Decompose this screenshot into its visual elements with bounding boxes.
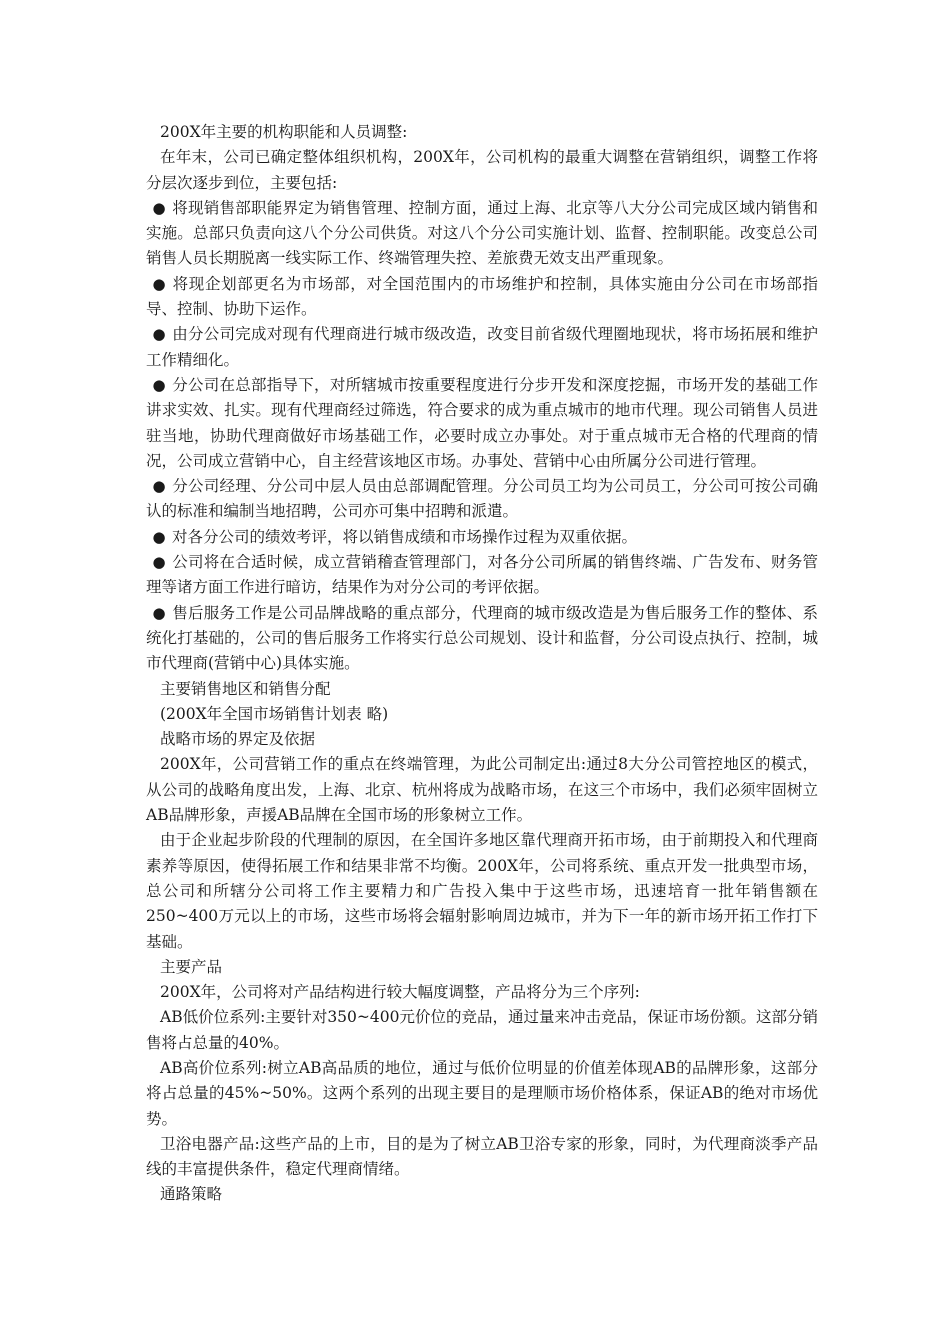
bullet-paragraph [146,525,818,550]
body-paragraph: (200X年全国市场销售计划表 略) [160,704,389,723]
bullet-text: 分公司在总部指导下，对所辖城市按重要程度进行分步开发和深度挖掘，市场开发的基础工作讲求实效、扎实。现有代理商经过筛选，符合要求的成为重点城市的地市代理。现公司销售人员进驻当地，协助代理商做好市场基础工作，必要时成立办事处。对于重点城市无合格的代理商的情况，公司成立营销中心，自主经营该地区市场。办事处、营销中心由所属分公司进行管理。 [146,375,818,470]
bullet-icon: ● [152,603,166,622]
bullet-text: 由分公司完成对现有代理商进行城市级改造，改变目前省级代理圈地现状，将市场拓展和维护工作精细化。 [146,325,818,369]
bullet-paragraph [146,601,818,677]
body-paragraph: 200X年，公司将对产品结构进行较大幅度调整，产品将分为三个序列: [160,983,640,1002]
bullet-icon: ● [152,553,166,572]
body-paragraph: 由于企业起步阶段的代理制的原因，在全国许多地区靠代理商开拓市场，由于前期投入和代理商素养等原因，使得拓展工作和结果非常不均衡。200X年，公司将系统、重点开发一批典型市场，总公司和所辖分公司将工作主要精力和广告投入集中于这些市场，迅速培育一批年销售额在250~400万元以上的市场，这些市场将会辐射影响周边城市，并为下一年的新市场开拓工作打下基础。 [146,831,818,951]
bullet-text: 售后服务工作是公司品牌战略的重点部分，代理商的城市级改造是为售后服务工作的整体、系统化打基础的，公司的售后服务工作将实行总公司规划、设计和监督，分公司设点执行、控制，城市代理商(营销中心)具体实施。 [146,603,818,673]
bullet-icon: ● [152,375,166,394]
bullet-text: 将现企划部更名为市场部，对全国范围内的市场维护和控制，具体实施由分公司在市场部指导、控制、协助下运作。 [146,274,818,319]
bullet-text: 公司将在合适时候，成立营销稽查管理部门，对各分公司所属的销售终端、广告发布、财务管理等诸方面工作进行暗访，结果作为对分公司的考评依据。 [146,553,818,597]
bullet-icon: ● [152,198,166,217]
bullet-icon: ● [152,477,166,496]
body-paragraph: 通路策略 [160,1185,223,1204]
document-page [146,120,818,1208]
body-paragraph: 200X年主要的机构职能和人员调整: [160,123,408,141]
body-paragraph: AB高价位系列:树立AB高品质的地位，通过与低价位明显的价值差体现AB的品牌形象，这部分将占总量的45%~50%。这两个系列的出现主要目的是理顺市场价格体系，保证AB的绝对市场优势。 [146,1058,818,1128]
bullet-text: 将现销售部职能界定为销售管理、控制方面，通过上海、北京等八大分公司完成区域内销售和实施。总部只负责向这八个分公司供货。对这八个分公司实施计划、监督、控制职能。改变总公司销售人员长期脱离一线实际工作、终端管理失控、差旅费无效支出严重现象。 [146,198,818,268]
bullet-text: 对各分公司的绩效考评，将以销售成绩和市场操作过程为双重依据。 [172,527,638,546]
bullet-icon: ● [152,527,166,546]
body-paragraph: 卫浴电器产品:这些产品的上市，目的是为了树立AB卫浴专家的形象，同时，为代理商淡季产品线的丰富提供条件，稳定代理商情绪。 [146,1134,818,1179]
body-paragraph: 战略市场的界定及依据 [160,730,316,749]
bullet-paragraph [146,373,818,474]
body-paragraph: AB低价位系列:主要针对350~400元价位的竞品，通过量来冲击竞品，保证市场份额。这部分销售将占总量的40%。 [146,1008,818,1052]
bullet-paragraph [146,474,818,525]
body-paragraph: 200X年，公司营销工作的重点在终端管理，为此公司制定出:通过8大分公司管控地区的模式，从公司的战略角度出发，上海、北京、杭州将成为战略市场，在这三个市场中，我们必须牢固树立AB品牌形象，声援AB品牌在全国市场的形象树立工作。 [146,755,818,825]
bullet-text: 分公司经理、分公司中层人员由总部调配管理。分公司员工均为公司员工，分公司可按公司确认的标准和编制当地招聘，公司亦可集中招聘和派遣。 [146,477,818,521]
bullet-paragraph [146,196,818,272]
bullet-paragraph [146,322,818,373]
body-paragraph: 主要销售地区和销售分配 [160,679,331,698]
body-paragraph: 在年末，公司已确定整体组织机构，200X年，公司机构的最重大调整在营销组织，调整工作将分层次逐步到位，主要包括: [146,148,818,192]
bullet-paragraph [146,272,818,323]
bullet-icon: ● [152,274,166,293]
body-paragraph: 主要产品 [160,957,223,976]
bullet-icon: ● [152,325,166,344]
bullet-paragraph [146,550,818,601]
